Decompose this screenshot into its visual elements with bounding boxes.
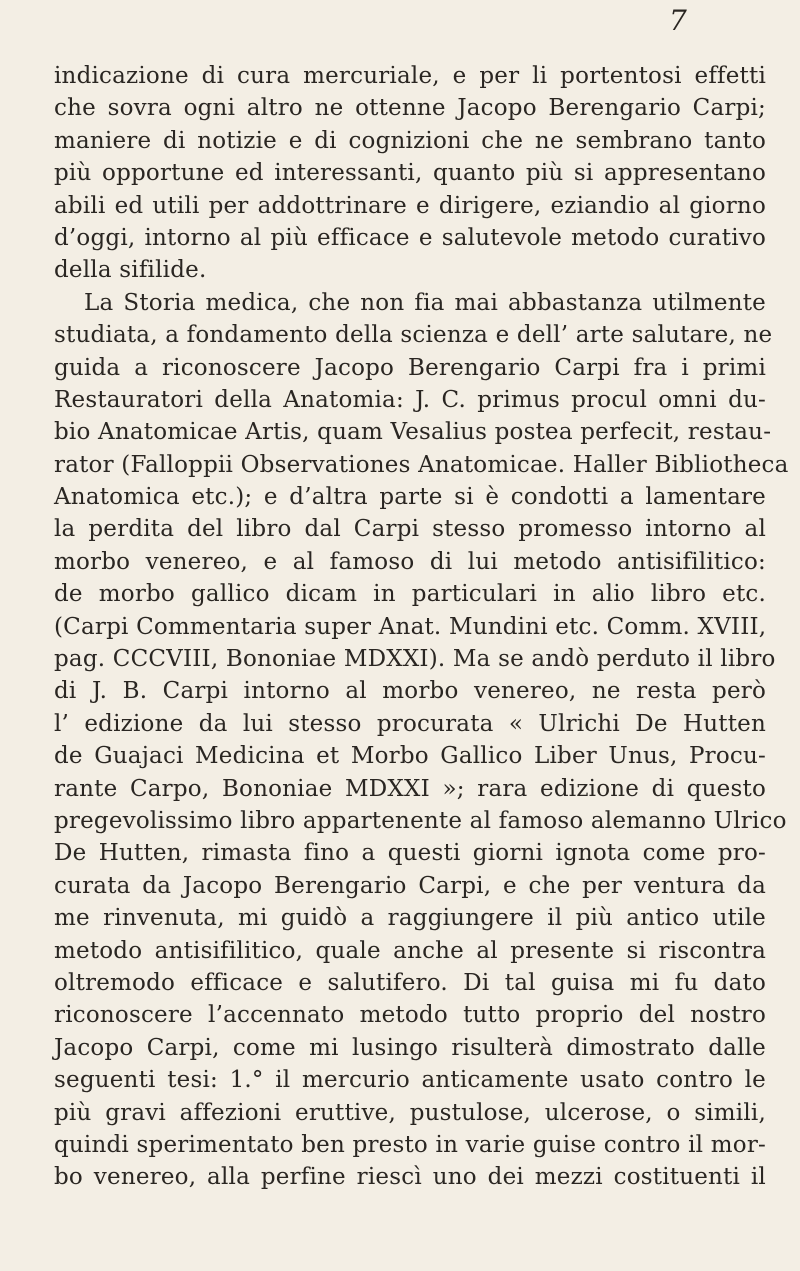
text-line: riconoscere l’accennato metodo tutto proprio del nostro bbox=[54, 1002, 766, 1029]
text-line: bio Anatomicae Artis, quam Vesalius postea perfecit, restau- bbox=[54, 419, 772, 446]
text-line: Jacopo Carpi, come mi lusingo risulterà dimostrato dalle bbox=[54, 1034, 766, 1061]
text-line: curata da Jacopo Berengario Carpi, e che per ventura da bbox=[54, 872, 766, 899]
text-line: della sifilide. bbox=[54, 257, 207, 284]
text-line: de Guajaci Medicina et Morbo Gallico Liber Unus, Procu- bbox=[54, 743, 766, 770]
text-line: maniere di notizie e di cognizioni che ne sembrano tanto bbox=[54, 127, 766, 154]
text-line: d’oggi, intorno al più efficace e salutevole metodo curativo bbox=[54, 224, 766, 251]
text-line: l’ edizione da lui stesso procurata « Ulrichi De Hutten bbox=[54, 710, 766, 737]
text-line: pregevolissimo libro appartenente al famoso alemanno Ulrico bbox=[54, 807, 787, 834]
text-line: metodo antisifilitico, quale anche al presente si riscontra bbox=[54, 937, 766, 964]
text-line: oltremodo efficace e salutifero. Di tal guisa mi fu dato bbox=[54, 969, 766, 996]
text-line: De Hutten, rimasta fino a questi giorni ignota come pro- bbox=[54, 840, 766, 867]
text-line: la perdita del libro dal Carpi stesso promesso intorno al bbox=[54, 516, 766, 543]
text-line: (Carpi Commentaria super Anat. Mundini etc. Comm. XVIII, bbox=[54, 613, 767, 640]
text-line: quindi sperimentato ben presto in varie guise contro il mor- bbox=[54, 1131, 766, 1158]
text-line: rante Carpo, Bononiae MDXXI »; rara edizione di questo bbox=[54, 775, 766, 802]
text-line: indicazione di cura mercuriale, e per li portentosi effetti bbox=[54, 63, 766, 89]
text-line: La Storia medica, che non fia mai abbastanza utilmente bbox=[84, 289, 766, 316]
text-line: studiata, a fondamento della scienza e dell’ arte salutare, ne bbox=[54, 322, 773, 349]
text-line: abili ed utili per addottrinare e dirigere, eziandio al giorno bbox=[54, 192, 766, 219]
text-line: Restauratori della Anatomia: J. C. primus procul omni du- bbox=[54, 386, 766, 413]
text-line: Anatomica etc.); e d’altra parte si è condotti a lamentare bbox=[54, 484, 766, 511]
body-text bbox=[54, 60, 789, 1194]
text-line: pag. CCCVIII, Bononiae MDXXI). Ma se andò perduto il libro bbox=[54, 646, 776, 673]
text-line: de morbo gallico dicam in particulari in alio libro etc. bbox=[54, 581, 766, 608]
text-line: di J. B. Carpi intorno al morbo venereo, ne resta però bbox=[54, 678, 766, 705]
text-line: che sovra ogni altro ne ottenne Jacopo Berengario Carpi; bbox=[54, 95, 766, 122]
text-line: guida a riconoscere Jacopo Berengario Carpi fra i primi bbox=[54, 354, 766, 381]
text-line: più opportune ed interessanti, quanto più si appresentano bbox=[54, 160, 766, 187]
text-line: bo venereo, alla perfine riescì uno dei mezzi costituenti il bbox=[54, 1164, 766, 1191]
text-line: più gravi affezioni eruttive, pustulose, ulcerose, o simili, bbox=[54, 1099, 766, 1126]
text-line: seguenti tesi: 1.° il mercurio anticamente usato contro le bbox=[54, 1067, 766, 1094]
text-line: rator (Falloppii Observationes Anatomicae. Haller Bibliotheca bbox=[54, 451, 789, 478]
text-line: me rinvenuta, mi guidò a raggiungere il più antico utile bbox=[54, 905, 766, 932]
text-line: morbo venereo, e al famoso di lui metodo antisifilitico: bbox=[54, 548, 766, 575]
page-number: 7 bbox=[669, 4, 687, 37]
